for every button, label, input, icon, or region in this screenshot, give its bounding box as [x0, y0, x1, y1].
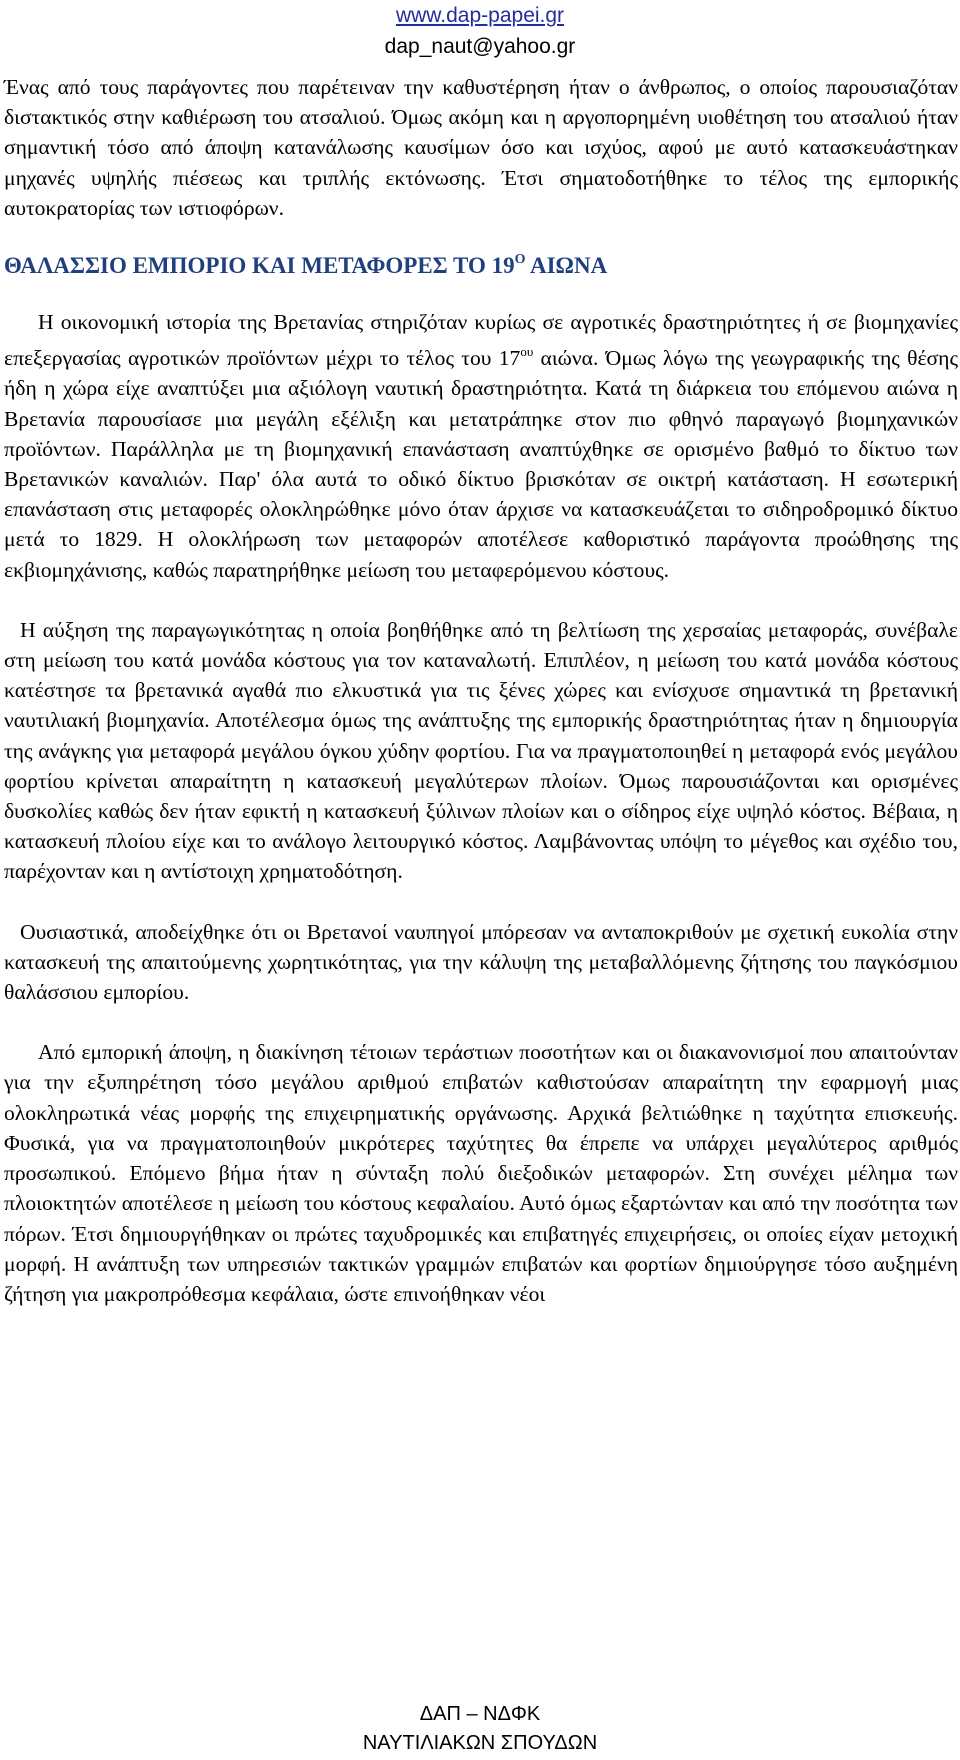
paragraph-shipbuilders: Ουσιαστικά, αποδείχθηκε ότι οι Βρετανοί ναυπηγοί μπόρεσαν να ανταποκριθούν με σχετική ευκολία στην κατασκευή της απαιτούμενης χωρητικότητας, για την κάλυψη της μεταβαλλόμενης ζήτησης του παγκόσμιου θαλάσσιου εμπορίου. — [4, 919, 958, 1005]
paragraph-commercial: Από εμπορική άποψη, η διακίνηση τέτοιων τεράστιων ποσοτήτων και οι διακανονισμοί που απαιτούνταν για την εξυπηρέτηση τόσο μεγάλου αριθμού επιβατών καθιστούσαν απαραίτητη την εφαρμογή μιας ολοκληρωτικά νέας μορφής της επιχειρηματικής οργάνωσης. Αρχικά βελτιώθηκε η ταχύτητα επισκευής. Φυσικά, για να πραγματοποιηθούν μικρότερες ταχύτητες θα έπρεπε να υπάρχει μεγαλύτερος αριθμός προσωπικού. Επόμενο βήμα ήταν η σύνταξη πολύ διεξοδικών μεταφορών. Στη συνέχει μέλημα των πλοιοκτητών αποτέλεσε η μείωση του κόστους κεφαλαίου. Αυτό όμως εξαρτώνταν και από την ποσότητα των πόρων. Έτσι δημιουργήθηκαν οι πρώτες ταχυδρομικές και επιβατηγές επιχειρήσεις, οι οποίες είχαν μετοχική μορφή. Η ανάπτυξη των υπηρεσιών τακτικών γραμμών επιβατών και φορτίων δημιούργησε τόσο αυξημένη ζήτηση για μακροπρόθεσμα κεφάλαια, ώστε επινοήθηκαν νέοι — [4, 1040, 958, 1306]
section-heading — [4, 245, 958, 281]
paragraph-economic-history-start: Η οικονομική ιστορία της Βρετανίας στηριζόταν κυρίως σε αγροτικές δραστηριότητες ή σε βιομηχανίες επεξεργασίας αγροτικών προϊόντων μέχρι το τέλος του 17 — [4, 310, 958, 371]
website-link[interactable]: www.dap-papei.gr — [395, 4, 565, 27]
paragraph-economic-history — [4, 307, 958, 585]
paragraph-economic-history-end: αιώνα. Όμως λόγω της γεωγραφικής της θέσης ήδη η χώρα είχε αναπτύξει μια αξιόλογη ναυτική δραστηριότητα. Κατά τη διάρκεια του επόμενου αιώνα η Βρετανία παρουσίασε μια μεγάλη εξέλιξη και μετατράπηκε στον πιο φθηνό παραγωγό βιομηχανικών προϊόντων. Παράλληλα με τη βιομηχανική επανάσταση αναπτύχθηκε σε ορισμένο βαθμό το δίκτυο των Βρετανικών καναλιών. Παρ' όλα αυτά το οδικό δίκτυο βρισκόταν σε οικτρή κατάσταση. Η εσωτερική επανάσταση στις μεταφορές ολοκληρώθηκε μόνο όταν άρχισε να κατασκευάζεται το σιδηροδρομικό δίκτυο μετά το 1829. Η ολοκλήρωση των μεταφορών αποτέλεσε καθοριστικό παράγοντα προώθησης της εκβιομηχάνισης, καθώς παρατηρήθηκε μείωση του μεταφερόμενου κόστους. — [4, 346, 958, 582]
paragraph-productivity: Η αύξηση της παραγωγικότητας η οποία βοηθήθηκε από τη βελτίωση της χερσαίας μεταφοράς, συνέβαλε στη μείωση του κατά μονάδα κόστους για τον καταναλωτή. Επιπλέον, η μείωση του κατά μονάδα κόστους κατέστησε τα βρετανικά αγαθά πιο ελκυστικά για τις ξένες χώρες και ενίσχυσε σημαντικά τη βρετανική ναυτιλιακή βιομηχανία. Αποτέλεσμα όμως της ανάπτυξης της εμπορικής δραστηριότητας ήταν η δημιουργία της ανάγκης για μεταφορά μεγάλου όγκου χύδην φορτίου. Για να πραγματοποιηθεί η μεταφορά ενός μεγάλου φορτίου κρίνεται απαραίτητη η κατασκευή μεγαλύτερων πλοίων. Όμως παρουσιάζονται και ορισμένες δυσκολίες καθώς δεν ήταν εφικτή η κατασκευή ξύλινων πλοίων και ο σίδηρος είχε υψηλό κόστος. Βέβαια, η κατασκευή πλοίου είχε και το ανάλογο λειτουργικό κόστος. Λαμβάνοντας υπόψη το μέγεθος και σχέδιο του, παρέχονταν και η αντίστοιχη χρηματοδότηση. — [4, 617, 958, 884]
contact-email: dap_naut@yahoo.gr — [384, 35, 576, 58]
heading-end-text: ΑΙΩΝΑ — [525, 253, 608, 279]
footer-line-1: ΔΑΠ – ΝΔΦΚ — [419, 1703, 541, 1725]
century-superscript: ου — [520, 344, 534, 360]
paragraph-intro: Ένας από τους παράγοντες που παρέτειναν την καθυστέρηση ήταν ο άνθρωπος, ο οποίος παρουσιαζόταν διστακτικός στην καθιέρωση του ατσαλιού. Όμως ακόμη και η αργοπορημένη υιοθέτηση του ατσαλιού ήταν σημαντική τόσο από άποψη κατανάλωσης καυσίμων όσο και ισχύος, αφού με αυτό κατασκευάστηκαν μηχανές υψηλής πιέσεως και τριπλής εκτόνωσης. Έτσι σηματοδοτήθηκε το τέλος της εμπορικής αυτοκρατορίας των ιστιοφόρων. — [4, 75, 958, 220]
footer-line-2: ΝΑΥΤΙΛΙΑΚΩΝ ΣΠΟΥΔΩΝ — [362, 1732, 598, 1754]
heading-main-text: ΘΑΛΑΣΣΙΟ ΕΜΠΟΡΙΟ ΚΑΙ ΜΕΤΑΦΟΡΕΣ ΤΟ 19 — [4, 253, 515, 279]
document-body — [4, 72, 958, 1309]
page-header — [0, 0, 960, 62]
page-footer — [0, 1700, 960, 1758]
heading-superscript: Ο — [514, 252, 526, 268]
